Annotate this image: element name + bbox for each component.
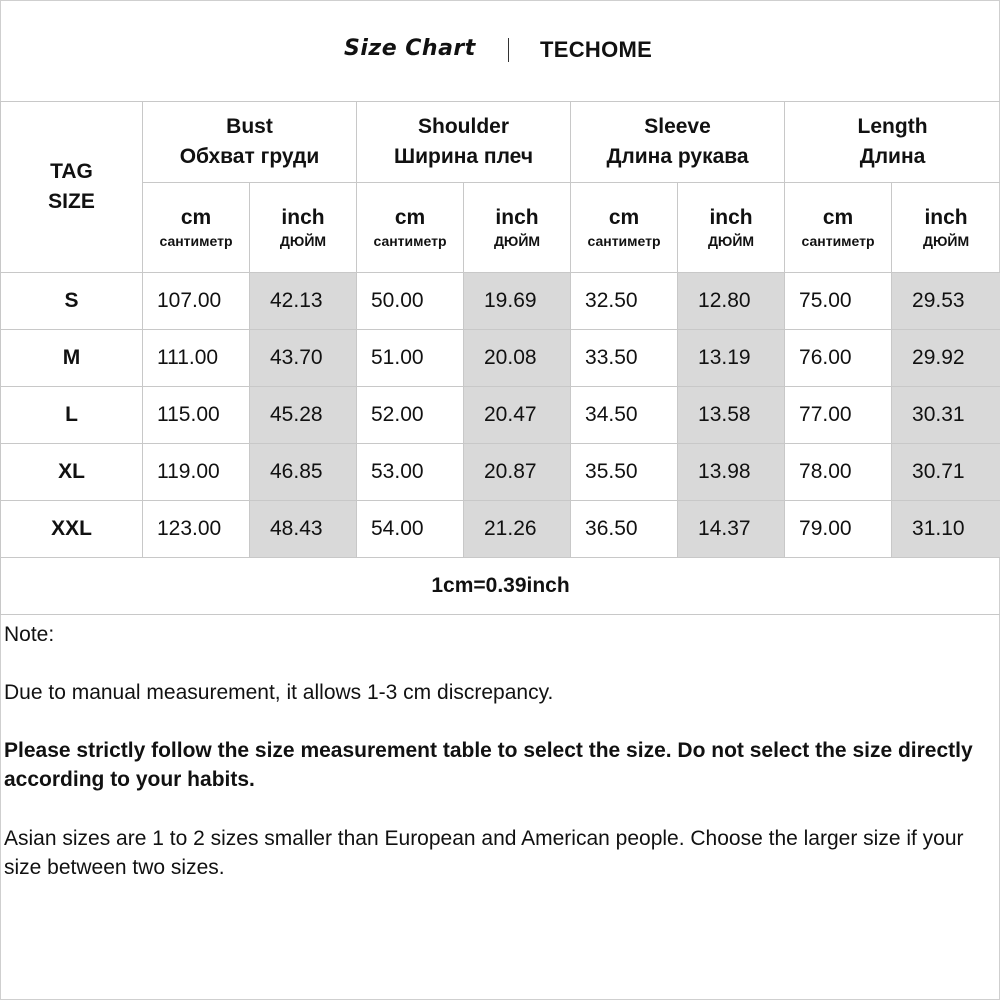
- unit-cm-header: [357, 183, 464, 273]
- unit-cm: cm: [822, 205, 854, 229]
- value-cell: 78.00: [785, 444, 892, 501]
- conversion-row: [1, 558, 1000, 615]
- value-cell: 77.00: [785, 387, 892, 444]
- unit-inch-header: [892, 183, 1000, 273]
- brand-name: TECHOME: [540, 37, 653, 62]
- header-divider: [508, 38, 509, 62]
- note-label: Note:: [4, 623, 55, 646]
- value-cell: 51.00: [357, 330, 464, 387]
- value-cell: 75.00: [785, 273, 892, 330]
- size-label: SIZE: [48, 190, 95, 213]
- size-cell: L: [1, 387, 143, 444]
- length-label-ru: Длина: [859, 145, 926, 168]
- value-cell: 111.00: [143, 330, 250, 387]
- tag-label: TAG: [50, 160, 93, 183]
- value-cell: 30.71: [892, 444, 1000, 501]
- size-cell: S: [1, 273, 143, 330]
- value-cell: 53.00: [357, 444, 464, 501]
- value-cell: 13.58: [678, 387, 785, 444]
- unit-inch-header: [464, 183, 571, 273]
- value-cell: 29.92: [892, 330, 1000, 387]
- value-cell: 13.98: [678, 444, 785, 501]
- unit-cm-ru: сантиметр: [587, 232, 661, 249]
- note-asian-sizes: Asian sizes are 1 to 2 sizes smaller than European and American people. Choose the larger size if your size between two sizes.: [4, 827, 964, 879]
- value-cell: 79.00: [785, 501, 892, 558]
- value-cell: 20.87: [464, 444, 571, 501]
- table-row: [1, 444, 1000, 501]
- unit-inch: inch: [281, 205, 325, 229]
- unit-inch-header: [678, 183, 785, 273]
- unit-cm: cm: [180, 205, 212, 229]
- value-cell: 76.00: [785, 330, 892, 387]
- value-cell: 13.19: [678, 330, 785, 387]
- shoulder-label-en: Shoulder: [418, 115, 510, 138]
- value-cell: 46.85: [250, 444, 357, 501]
- unit-cm-header: [143, 183, 250, 273]
- unit-inch: inch: [709, 205, 753, 229]
- value-cell: 20.08: [464, 330, 571, 387]
- conversion-note: 1cm=0.39inch: [1, 558, 1000, 615]
- value-cell: 31.10: [892, 501, 1000, 558]
- table-row: [1, 501, 1000, 558]
- shoulder-header: [357, 102, 571, 183]
- value-cell: 119.00: [143, 444, 250, 501]
- value-cell: 35.50: [571, 444, 678, 501]
- value-cell: 21.26: [464, 501, 571, 558]
- bust-label-ru: Обхват груди: [179, 145, 320, 168]
- unit-inch-ru: ДЮЙМ: [922, 232, 970, 249]
- unit-inch-ru: ДЮЙМ: [279, 232, 327, 249]
- unit-cm-ru: сантиметр: [159, 232, 233, 249]
- sleeve-label-ru: Длина рукава: [606, 145, 749, 168]
- value-cell: 12.80: [678, 273, 785, 330]
- unit-cm: cm: [608, 205, 640, 229]
- measurement-header-row: [1, 102, 1000, 183]
- table-row: [1, 387, 1000, 444]
- value-cell: 29.53: [892, 273, 1000, 330]
- value-cell: 14.37: [678, 501, 785, 558]
- value-cell: 48.43: [250, 501, 357, 558]
- value-cell: 123.00: [143, 501, 250, 558]
- length-label-en: Length: [857, 115, 928, 138]
- unit-cm: cm: [394, 205, 426, 229]
- notes-section: [4, 620, 994, 882]
- value-cell: 115.00: [143, 387, 250, 444]
- unit-cm-ru: сантиметр: [373, 232, 447, 249]
- unit-inch-header: [250, 183, 357, 273]
- unit-cm-header: [785, 183, 892, 273]
- value-cell: 52.00: [357, 387, 464, 444]
- tag-size-header: [1, 102, 143, 273]
- sleeve-header: [571, 102, 785, 183]
- unit-inch: inch: [924, 205, 968, 229]
- value-cell: 33.50: [571, 330, 678, 387]
- value-cell: 30.31: [892, 387, 1000, 444]
- value-cell: 43.70: [250, 330, 357, 387]
- value-cell: 107.00: [143, 273, 250, 330]
- unit-cm-header: [571, 183, 678, 273]
- shoulder-label-ru: Ширина плеч: [393, 145, 534, 168]
- unit-inch: inch: [495, 205, 539, 229]
- size-table: [0, 101, 1000, 615]
- value-cell: 50.00: [357, 273, 464, 330]
- header: [0, 0, 1000, 101]
- value-cell: 34.50: [571, 387, 678, 444]
- unit-cm-ru: сантиметр: [801, 232, 875, 249]
- table-row: [1, 273, 1000, 330]
- length-header: [785, 102, 1000, 183]
- value-cell: 42.13: [250, 273, 357, 330]
- bust-label-en: Bust: [226, 115, 273, 138]
- bust-header: [143, 102, 357, 183]
- value-cell: 36.50: [571, 501, 678, 558]
- value-cell: 32.50: [571, 273, 678, 330]
- size-cell: M: [1, 330, 143, 387]
- page-title: Size Chart: [344, 36, 476, 61]
- table-row: [1, 330, 1000, 387]
- value-cell: 54.00: [357, 501, 464, 558]
- unit-inch-ru: ДЮЙМ: [707, 232, 755, 249]
- size-cell: XXL: [1, 501, 143, 558]
- value-cell: 19.69: [464, 273, 571, 330]
- sleeve-label-en: Sleeve: [644, 115, 711, 138]
- note-strict-follow: Please strictly follow the size measurement table to select the size. Do not select the size directly according to your habits.: [4, 739, 973, 791]
- value-cell: 45.28: [250, 387, 357, 444]
- value-cell: 20.47: [464, 387, 571, 444]
- unit-inch-ru: ДЮЙМ: [493, 232, 541, 249]
- unit-header-row: [1, 183, 1000, 273]
- note-manual-measurement: Due to manual measurement, it allows 1-3 cm discrepancy.: [4, 681, 554, 704]
- size-cell: XL: [1, 444, 143, 501]
